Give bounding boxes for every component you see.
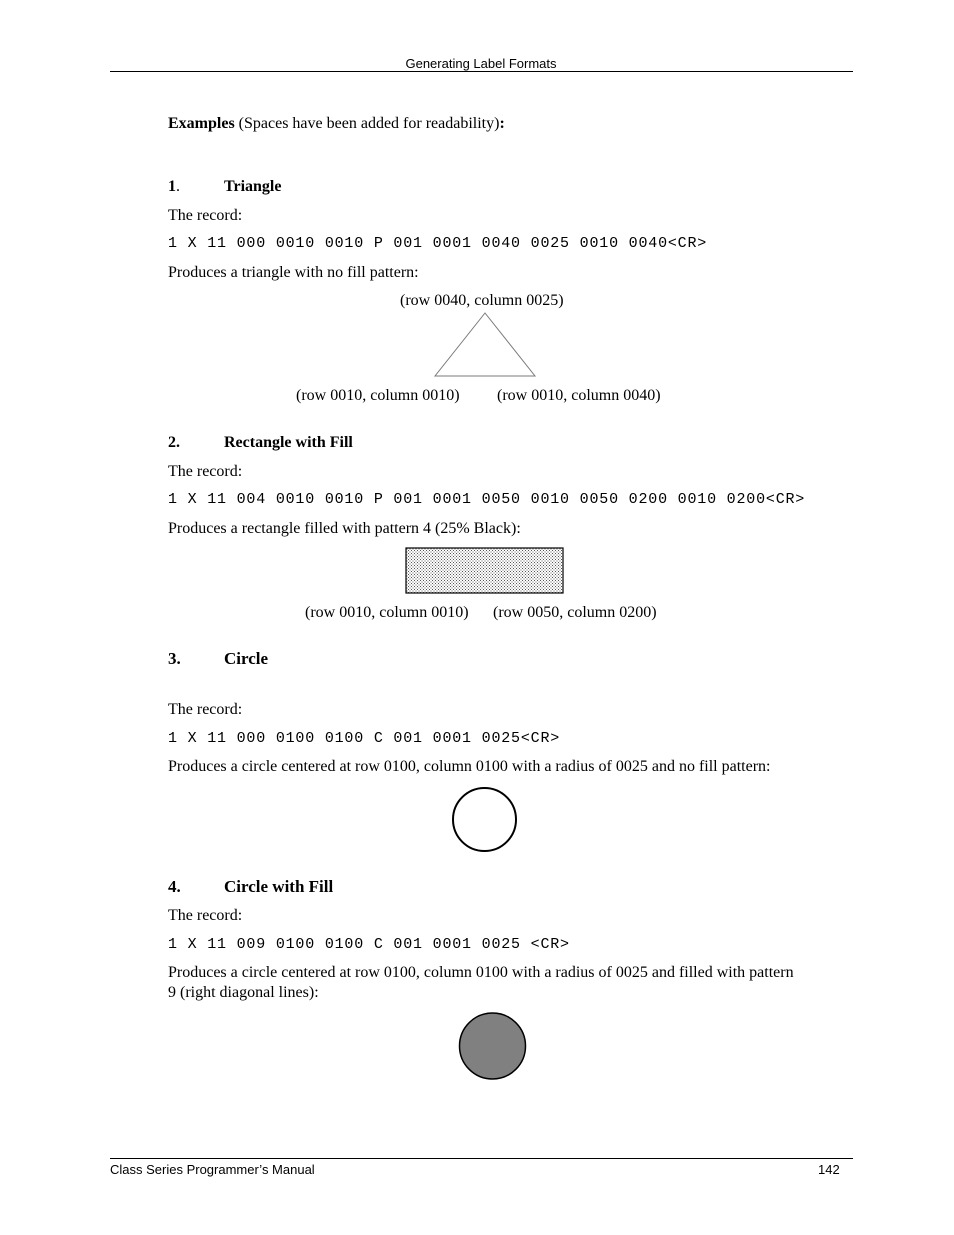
- section-2-record: 1 X 11 004 0010 0010 P 001 0001 0050 0010 0050 0200 0010 0200<CR>: [168, 491, 806, 508]
- footer-manual-title: Class Series Programmer’s Manual: [110, 1162, 315, 1177]
- rectangle-right-label: (row 0050, column 0200): [493, 604, 657, 621]
- examples-note: (Spaces have been added for readability): [234, 115, 500, 132]
- section-4-number: 4.: [168, 877, 181, 896]
- examples-colon: :: [499, 115, 505, 132]
- section-3-record: 1 X 11 000 0100 0100 C 001 0001 0025<CR>: [168, 730, 561, 747]
- triangle-right-label: (row 0010, column 0040): [497, 387, 661, 404]
- section-2-number: 2.: [168, 434, 180, 451]
- section-2-title: Rectangle with Fill: [224, 434, 353, 451]
- section-3-number: 3.: [168, 649, 181, 668]
- section-2-produces: Produces a rectangle filled with pattern 4 (25% Black):: [168, 520, 521, 537]
- section-4-produces-line1: Produces a circle centered at row 0100, column 0100 with a radius of 0025 and filled with pattern: [168, 964, 794, 981]
- section-2-record-label: The record:: [168, 463, 243, 480]
- footer-rule: [110, 1158, 853, 1159]
- section-1-number: 1.: [168, 178, 180, 195]
- circle-figure: [450, 786, 520, 854]
- examples-label: Examples: [168, 115, 235, 132]
- section-3-record-label: The record:: [168, 701, 243, 718]
- header-rule: [110, 71, 853, 72]
- filled-circle-figure: [457, 1011, 529, 1082]
- section-4-title: Circle with Fill: [224, 877, 334, 896]
- section-4-record-label: The record:: [168, 907, 243, 924]
- section-3-title: Circle: [224, 649, 269, 668]
- section-1-produces: Produces a triangle with no fill pattern:: [168, 264, 419, 281]
- section-1-record-label: The record:: [168, 207, 243, 224]
- section-3-produces: Produces a circle centered at row 0100, column 0100 with a radius of 0025 and no fill pattern:: [168, 758, 771, 775]
- running-header: Generating Label Formats: [405, 56, 557, 71]
- examples-intro: [168, 115, 505, 133]
- triangle-left-label: (row 0010, column 0010): [296, 387, 460, 404]
- section-1-title: Triangle: [224, 178, 282, 195]
- section-4-record: 1 X 11 009 0100 0100 C 001 0001 0025 <CR>: [168, 936, 570, 953]
- triangle-figure: [433, 311, 537, 379]
- section-4-produces-line2: 9 (right diagonal lines):: [168, 984, 319, 1001]
- section-1-record: 1 X 11 000 0010 0010 P 001 0001 0040 0025 0010 0040<CR>: [168, 235, 708, 252]
- rectangle-figure: [405, 547, 565, 595]
- rectangle-left-label: (row 0010, column 0010): [305, 604, 469, 621]
- page-number: 142: [818, 1162, 840, 1177]
- triangle-apex-label: (row 0040, column 0025): [400, 292, 564, 309]
